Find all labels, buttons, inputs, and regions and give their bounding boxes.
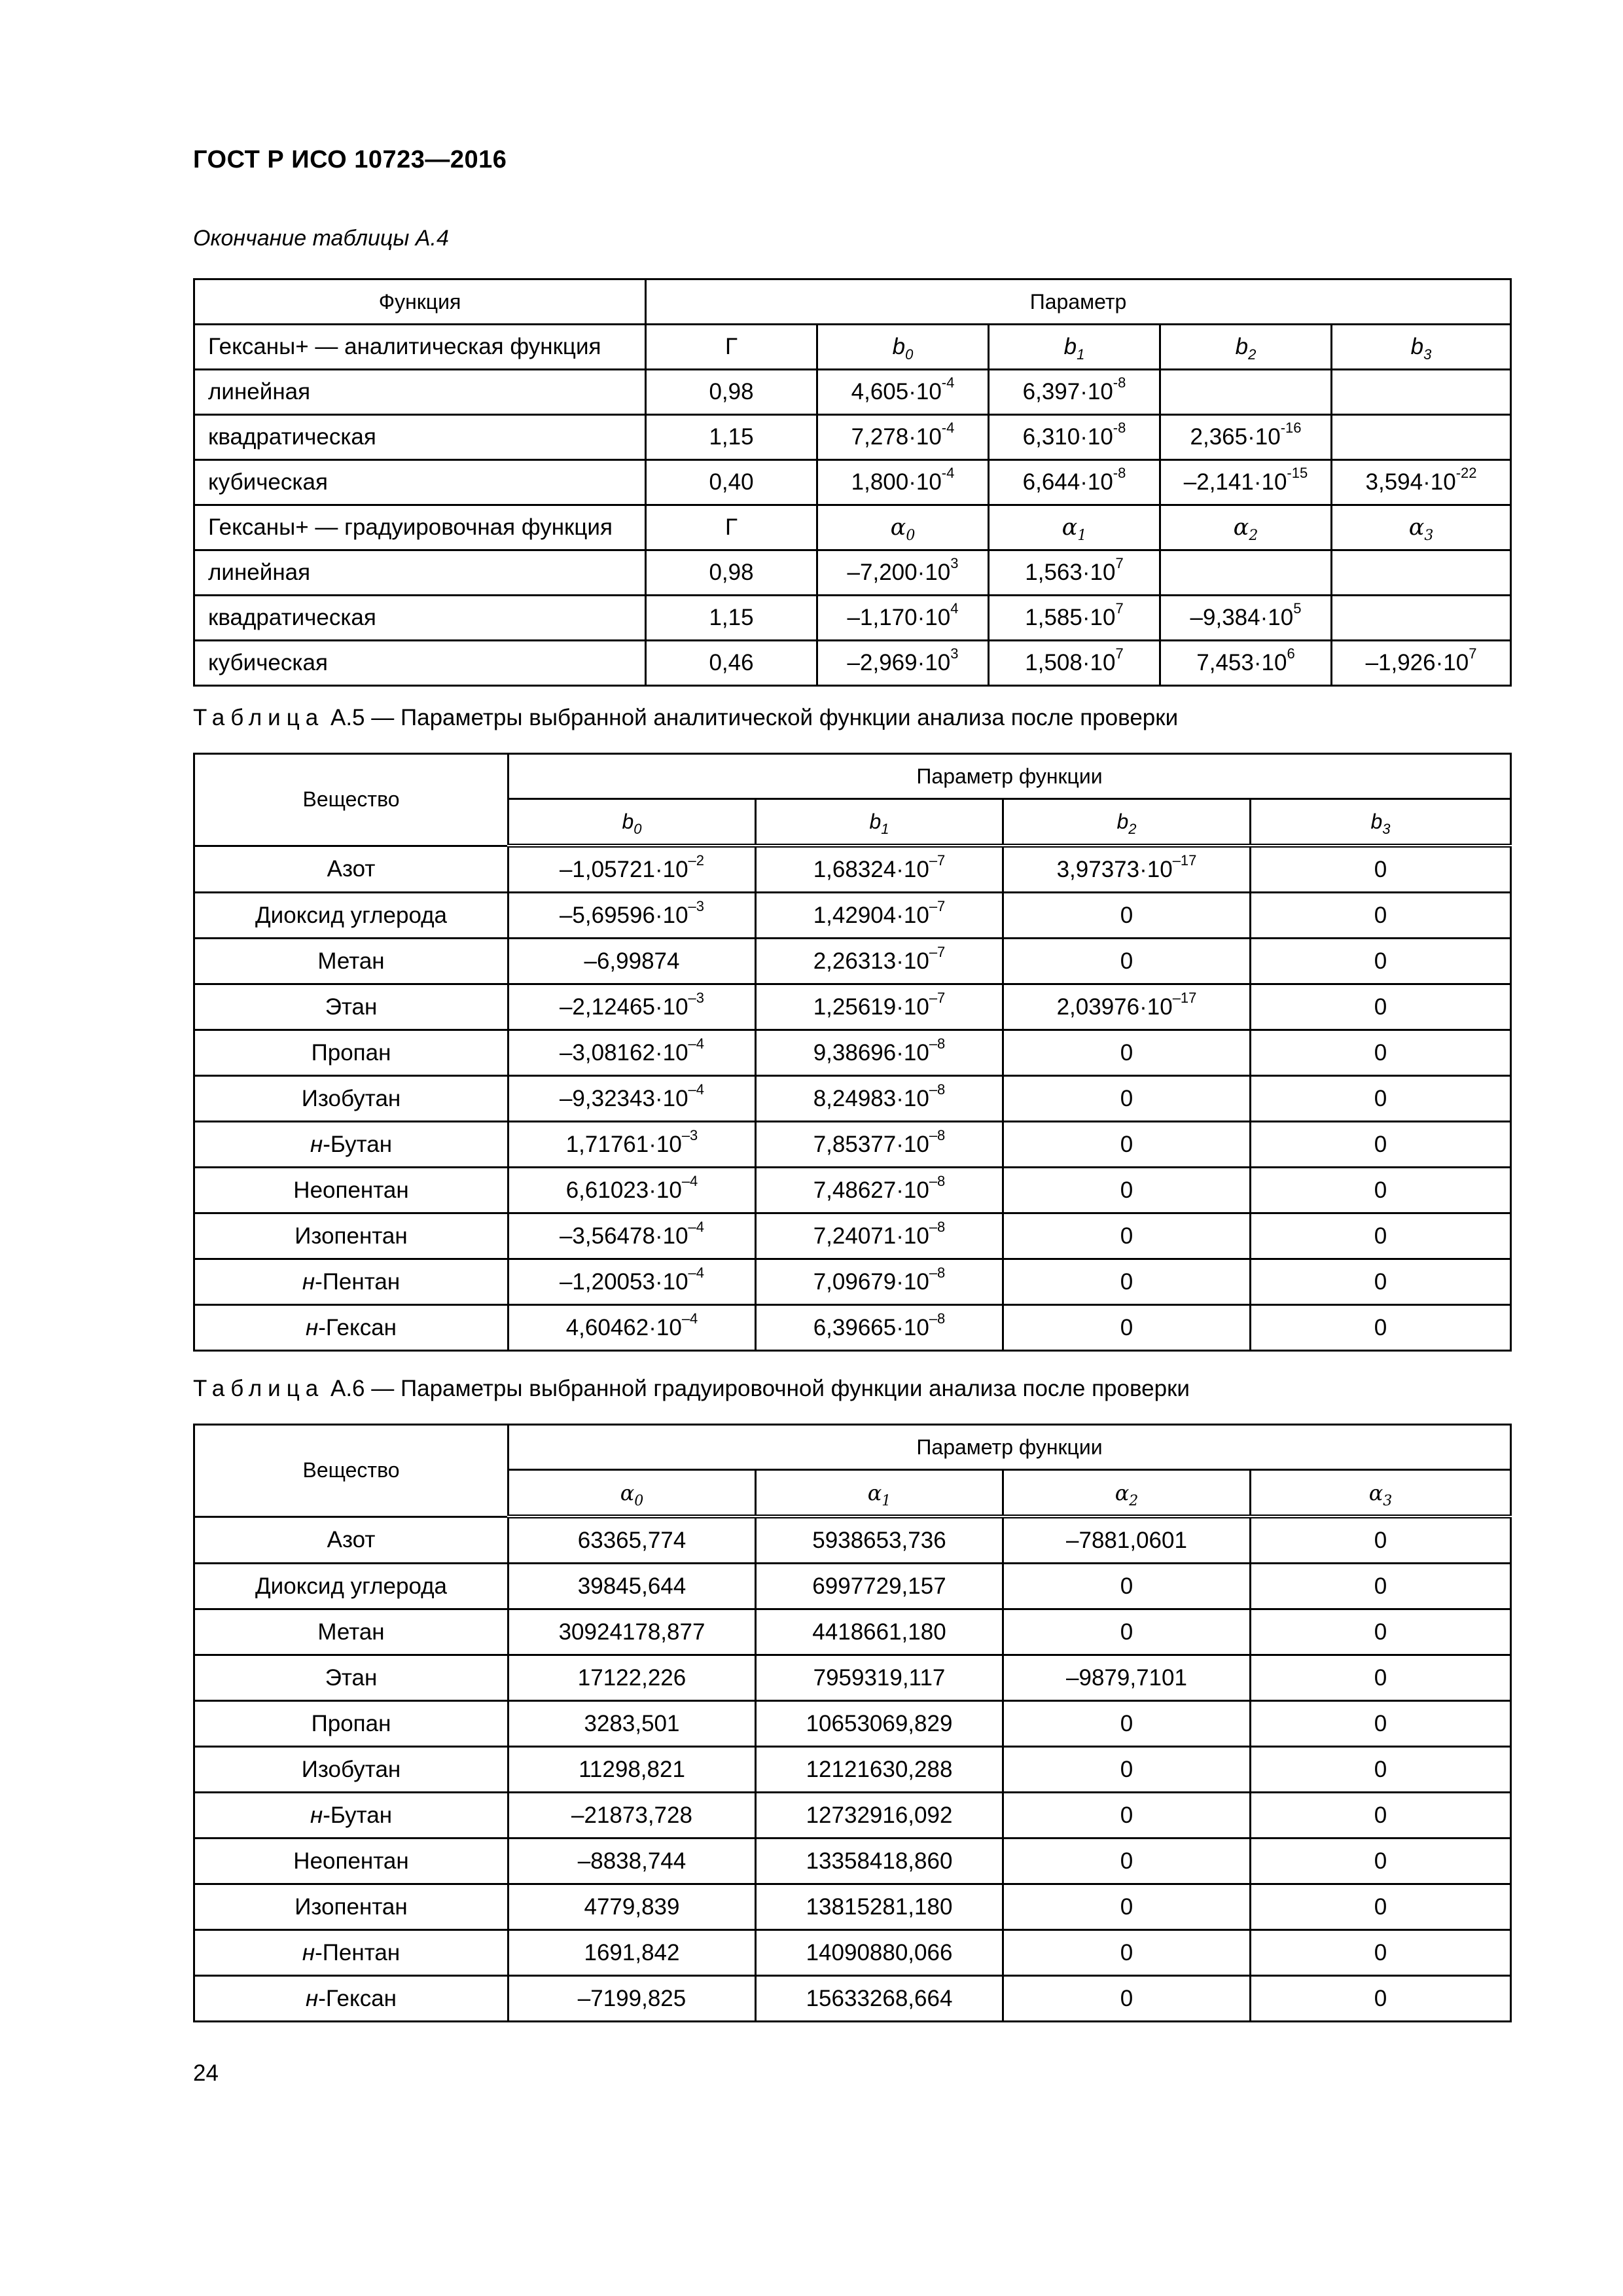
parameter-value-cell: 0 — [1251, 939, 1511, 984]
parameter-value-cell: $8,24983\cdot 10^{-8}$ — [756, 1076, 1003, 1122]
parameter-value-cell: 0 — [1251, 1030, 1511, 1076]
parameter-value-cell: 0 — [1003, 1305, 1251, 1351]
table-a6-caption-text: А.6 — Параметры выбранной градуировочной функции анализа после проверки — [330, 1376, 1190, 1401]
parameter-value-cell: $1,25619\cdot 10^{-7}$ — [756, 984, 1003, 1030]
function-name-cell: Гексаны+ — градуировочная функция — [194, 505, 646, 550]
table-row — [194, 1884, 1511, 1930]
substance-name-cell: Метан — [194, 939, 508, 984]
parameter-value-cell: 10653069,829 — [756, 1701, 1003, 1747]
parameter-symbol-cell: $\alpha_2$ — [1160, 505, 1332, 550]
table-a4-row — [194, 370, 1511, 415]
parameter-value-cell: 0 — [1003, 1122, 1251, 1168]
parameter-value-cell: 0 — [1251, 1976, 1511, 2022]
parameter-symbol-cell: $b_2$ — [1003, 799, 1251, 846]
parameter-value-cell: $-3,56478\cdot 10^{-4}$ — [508, 1213, 756, 1259]
parameter-value-cell: $6,644\cdot 10^{-8}$ — [989, 460, 1160, 505]
parameter-value-cell: 0 — [1003, 1884, 1251, 1930]
parameter-value-cell: $1,68324\cdot 10^{-7}$ — [756, 846, 1003, 893]
parameter-value-cell: $-7,200\cdot 10^3$ — [817, 550, 989, 596]
table-a4-row — [194, 415, 1511, 460]
table-a5-header-parameter: Параметр функции — [508, 754, 1511, 799]
parameter-value-cell: 0 — [1251, 893, 1511, 939]
parameter-value-cell: $1,42904\cdot 10^{-7}$ — [756, 893, 1003, 939]
table-row — [194, 1213, 1511, 1259]
table-row — [194, 1793, 1511, 1839]
substance-name-cell: Диоксид углерода — [194, 1564, 508, 1609]
parameter-value-cell: 0 — [1003, 1609, 1251, 1655]
parameter-value-cell: 0,46 — [646, 641, 817, 686]
substance-name-cell: Пропан — [194, 1030, 508, 1076]
parameter-value-cell: 0 — [1251, 1516, 1511, 1564]
parameter-value-cell: 30924178,877 — [508, 1609, 756, 1655]
substance-name-cell: н-Гексан — [194, 1305, 508, 1351]
parameter-value-cell: $6,39665\cdot 10^{-8}$ — [756, 1305, 1003, 1351]
parameter-value-cell: 13358418,860 — [756, 1839, 1003, 1884]
parameter-value-cell: $-5,69596\cdot 10^{-3}$ — [508, 893, 756, 939]
function-name-cell: квадратическая — [194, 415, 646, 460]
parameter-value-cell: $-2,12465\cdot 10^{-3}$ — [508, 984, 756, 1030]
table-a6-caption-label: Таблица — [193, 1376, 325, 1401]
parameter-value-cell: –7881,0601 — [1003, 1516, 1251, 1564]
parameter-symbol-cell: $\alpha_1$ — [756, 1470, 1003, 1517]
parameter-value-cell: 0 — [1003, 1564, 1251, 1609]
parameter-value-cell: 0 — [1251, 1168, 1511, 1213]
table-row — [194, 1030, 1511, 1076]
parameter-value-cell: $-3,08162\cdot 10^{-4}$ — [508, 1030, 756, 1076]
parameter-symbol-cell: $\alpha_0$ — [508, 1470, 756, 1517]
table-row — [194, 1168, 1511, 1213]
parameter-value-cell: $7,278\cdot 10^{-4}$ — [817, 415, 989, 460]
table-a5-caption-label: Таблица — [193, 705, 325, 730]
parameter-value-cell: 0 — [1251, 1884, 1511, 1930]
parameter-value-cell: –7199,825 — [508, 1976, 756, 2022]
parameter-value-cell: 0 — [1003, 1793, 1251, 1839]
substance-name-cell: н-Пентан — [194, 1259, 508, 1305]
table-row — [194, 1609, 1511, 1655]
table-a6-header-parameter: Параметр функции — [508, 1425, 1511, 1470]
parameter-value-cell: 0 — [1251, 1305, 1511, 1351]
parameter-value-cell: 0 — [1003, 1930, 1251, 1976]
parameter-symbol-cell: $\alpha_2$ — [1003, 1470, 1251, 1517]
table-row — [194, 1564, 1511, 1609]
table-row — [194, 1701, 1511, 1747]
parameter-value-cell — [1160, 550, 1332, 596]
substance-name-cell: Изопентан — [194, 1213, 508, 1259]
parameter-value-cell: $-1,926\cdot 10^7$ — [1332, 641, 1511, 686]
parameter-value-cell: 3283,501 — [508, 1701, 756, 1747]
parameter-value-cell: 0 — [1251, 1609, 1511, 1655]
parameter-value-cell — [1332, 370, 1511, 415]
table-a4-row — [194, 550, 1511, 596]
parameter-value-cell: 0 — [1251, 1747, 1511, 1793]
substance-name-cell: Азот — [194, 846, 508, 893]
parameter-value-cell: $1,508\cdot 10^7$ — [989, 641, 1160, 686]
parameter-value-cell: 0 — [1251, 1213, 1511, 1259]
parameter-value-cell: 0,40 — [646, 460, 817, 505]
table-a6-caption — [193, 1376, 1190, 1402]
parameter-value-cell: $7,24071\cdot 10^{-8}$ — [756, 1213, 1003, 1259]
parameter-value-cell: $-1,05721\cdot 10^{-2}$ — [508, 846, 756, 893]
parameter-value-cell: 0 — [1251, 1564, 1511, 1609]
table-a4-row — [194, 641, 1511, 686]
parameter-value-cell: 1,15 — [646, 596, 817, 641]
parameter-symbol-cell: $\alpha_3$ — [1251, 1470, 1511, 1517]
table-a5 — [193, 753, 1512, 1352]
parameter-symbol-cell: $\alpha_3$ — [1332, 505, 1511, 550]
parameter-value-cell: 0 — [1251, 984, 1511, 1030]
parameter-value-cell: –8838,744 — [508, 1839, 756, 1884]
substance-name-cell: н-Бутан — [194, 1793, 508, 1839]
parameter-value-cell: $9,38696\cdot 10^{-8}$ — [756, 1030, 1003, 1076]
parameter-value-cell: 0 — [1003, 1259, 1251, 1305]
function-name-cell: кубическая — [194, 641, 646, 686]
parameter-symbol-cell: $b_0$ — [508, 799, 756, 846]
table-row — [194, 1655, 1511, 1701]
parameter-symbol-cell: $b_1$ — [989, 325, 1160, 370]
substance-name-cell: Изопентан — [194, 1884, 508, 1930]
table-row — [194, 1305, 1511, 1351]
parameter-value-cell: 5938653,736 — [756, 1516, 1003, 1564]
substance-name-cell: н-Бутан — [194, 1122, 508, 1168]
parameter-value-cell: 0 — [1251, 1930, 1511, 1976]
parameter-symbol-cell: $b_1$ — [756, 799, 1003, 846]
parameter-value-cell: $3,594\cdot 10^{-22}$ — [1332, 460, 1511, 505]
parameter-symbol-cell: $b_2$ — [1160, 325, 1332, 370]
table-a5-caption — [193, 705, 1178, 731]
parameter-value-cell: 0 — [1251, 1655, 1511, 1701]
substance-name-cell: Этан — [194, 984, 508, 1030]
substance-name-cell: Изобутан — [194, 1076, 508, 1122]
parameter-value-cell: 11298,821 — [508, 1747, 756, 1793]
table-row — [194, 846, 1511, 893]
substance-name-cell: Этан — [194, 1655, 508, 1701]
parameter-value-cell: $2,365\cdot 10^{-16}$ — [1160, 415, 1332, 460]
parameter-value-cell: 12121630,288 — [756, 1747, 1003, 1793]
parameter-symbol-cell: $b_0$ — [817, 325, 989, 370]
parameter-value-cell: 4418661,180 — [756, 1609, 1003, 1655]
function-name-cell: линейная — [194, 550, 646, 596]
parameter-value-cell: 0,98 — [646, 370, 817, 415]
table-a5-caption-text: А.5 — Параметры выбранной аналитической функции анализа после проверки — [330, 705, 1179, 730]
table-row — [194, 1516, 1511, 1564]
parameter-value-cell: $1,800\cdot 10^{-4}$ — [817, 460, 989, 505]
table-row — [194, 984, 1511, 1030]
parameter-value-cell: $-1,20053\cdot 10^{-4}$ — [508, 1259, 756, 1305]
parameter-value-cell: 0 — [1003, 1030, 1251, 1076]
parameter-symbol-cell: $b_3$ — [1332, 325, 1511, 370]
parameter-value-cell: 0 — [1003, 1839, 1251, 1884]
parameter-value-cell: 0 — [1003, 1213, 1251, 1259]
parameter-value-cell: 0 — [1251, 1701, 1511, 1747]
table-a4-header-function: Функция — [194, 279, 646, 325]
parameter-value-cell: $-1,170\cdot 10^4$ — [817, 596, 989, 641]
parameter-value-cell: 15633268,664 — [756, 1976, 1003, 2022]
parameter-value-cell: 63365,774 — [508, 1516, 756, 1564]
table-row — [194, 1930, 1511, 1976]
substance-name-cell: Неопентан — [194, 1168, 508, 1213]
table-a4-subheader-row — [194, 505, 1511, 550]
parameter-value-cell: 0 — [1003, 1076, 1251, 1122]
function-name-cell: квадратическая — [194, 596, 646, 641]
parameter-value-cell: $-9,384\cdot 10^5$ — [1160, 596, 1332, 641]
parameter-value-cell — [1332, 415, 1511, 460]
parameter-symbol-cell: $\alpha_0$ — [817, 505, 989, 550]
table-a4-continuation-caption: Окончание таблицы А.4 — [193, 226, 449, 251]
parameter-value-cell: 0 — [1003, 1168, 1251, 1213]
parameter-value-cell: $-2,969\cdot 10^3$ — [817, 641, 989, 686]
table-a6-header-substance: Вещество — [194, 1425, 508, 1517]
table-row — [194, 1122, 1511, 1168]
table-a5-header-substance: Вещество — [194, 754, 508, 846]
parameter-value-cell: $3,97373\cdot 10^{-17}$ — [1003, 846, 1251, 893]
parameter-value-cell: $4,605\cdot 10^{-4}$ — [817, 370, 989, 415]
parameter-value-cell: 0 — [1251, 1122, 1511, 1168]
parameter-value-cell: $4,60462\cdot 10^{-4}$ — [508, 1305, 756, 1351]
parameter-value-cell: $7,09679\cdot 10^{-8}$ — [756, 1259, 1003, 1305]
parameter-value-cell: $1,563\cdot 10^7$ — [989, 550, 1160, 596]
parameter-value-cell: –9879,7101 — [1003, 1655, 1251, 1701]
function-name-cell: линейная — [194, 370, 646, 415]
substance-name-cell: н-Пентан — [194, 1930, 508, 1976]
parameter-value-cell: 12732916,092 — [756, 1793, 1003, 1839]
substance-name-cell: н-Гексан — [194, 1976, 508, 2022]
parameter-value-cell: 4779,839 — [508, 1884, 756, 1930]
table-row — [194, 1839, 1511, 1884]
table-row — [194, 1259, 1511, 1305]
parameter-value-cell: $1,71761\cdot 10^{-3}$ — [508, 1122, 756, 1168]
parameter-value-cell: $1,585\cdot 10^7$ — [989, 596, 1160, 641]
parameter-value-cell: 17122,226 — [508, 1655, 756, 1701]
table-a4-row — [194, 596, 1511, 641]
parameter-value-cell: 39845,644 — [508, 1564, 756, 1609]
parameter-value-cell: 0 — [1003, 1747, 1251, 1793]
parameter-value-cell: 0 — [1251, 1793, 1511, 1839]
parameter-value-cell: 1691,842 — [508, 1930, 756, 1976]
parameter-symbol-cell: $b_3$ — [1251, 799, 1511, 846]
substance-name-cell: Азот — [194, 1516, 508, 1564]
parameter-value-cell: 0 — [1251, 1259, 1511, 1305]
parameter-value-cell: $7,48627\cdot 10^{-8}$ — [756, 1168, 1003, 1213]
document-title: ГОСТ Р ИСО 10723—2016 — [193, 146, 507, 173]
table-a4 — [193, 278, 1512, 687]
parameter-value-cell: 0 — [1251, 1076, 1511, 1122]
parameter-value-cell: 14090880,066 — [756, 1930, 1003, 1976]
table-row — [194, 893, 1511, 939]
parameter-value-cell: $6,61023\cdot 10^{-4}$ — [508, 1168, 756, 1213]
parameter-value-cell: 1,15 — [646, 415, 817, 460]
table-a6 — [193, 1424, 1512, 2022]
parameter-value-cell: 0 — [1003, 1701, 1251, 1747]
parameter-value-cell: 6997729,157 — [756, 1564, 1003, 1609]
parameter-value-cell: 0 — [1003, 1976, 1251, 2022]
parameter-value-cell — [1332, 596, 1511, 641]
substance-name-cell: Диоксид углерода — [194, 893, 508, 939]
parameter-value-cell: 13815281,180 — [756, 1884, 1003, 1930]
parameter-value-cell: $2,03976\cdot 10^{-17}$ — [1003, 984, 1251, 1030]
table-a4-subheader-row — [194, 325, 1511, 370]
table-row — [194, 1076, 1511, 1122]
parameter-symbol-cell: Г — [646, 505, 817, 550]
parameter-value-cell: $6,397\cdot 10^{-8}$ — [989, 370, 1160, 415]
table-a4-row — [194, 460, 1511, 505]
parameter-value-cell: 0 — [1251, 846, 1511, 893]
parameter-value-cell: 0 — [1251, 1839, 1511, 1884]
function-name-cell: Гексаны+ — аналитическая функция — [194, 325, 646, 370]
parameter-value-cell: 0 — [1003, 939, 1251, 984]
parameter-value-cell: $-9,32343\cdot 10^{-4}$ — [508, 1076, 756, 1122]
parameter-value-cell: $6,310\cdot 10^{-8}$ — [989, 415, 1160, 460]
parameter-value-cell: $7,453\cdot 10^6$ — [1160, 641, 1332, 686]
parameter-symbol-cell: Г — [646, 325, 817, 370]
parameter-value-cell: –21873,728 — [508, 1793, 756, 1839]
substance-name-cell: Пропан — [194, 1701, 508, 1747]
parameter-value-cell — [1332, 550, 1511, 596]
page-number: 24 — [193, 2060, 219, 2086]
parameter-value-cell — [1160, 370, 1332, 415]
substance-name-cell: Неопентан — [194, 1839, 508, 1884]
parameter-symbol-cell: $\alpha_1$ — [989, 505, 1160, 550]
substance-name-cell: Изобутан — [194, 1747, 508, 1793]
table-row — [194, 1747, 1511, 1793]
parameter-value-cell: $2,26313\cdot 10^{-7}$ — [756, 939, 1003, 984]
parameter-value-cell: 0,98 — [646, 550, 817, 596]
parameter-value-cell: –6,99874 — [508, 939, 756, 984]
parameter-value-cell: $-2,141\cdot 10^{-15}$ — [1160, 460, 1332, 505]
parameter-value-cell: $7,85377\cdot 10^{-8}$ — [756, 1122, 1003, 1168]
parameter-value-cell: 0 — [1003, 893, 1251, 939]
table-row — [194, 939, 1511, 984]
table-row — [194, 1976, 1511, 2022]
function-name-cell: кубическая — [194, 460, 646, 505]
parameter-value-cell: 7959319,117 — [756, 1655, 1003, 1701]
table-a4-header-parameter: Параметр — [646, 279, 1511, 325]
substance-name-cell: Метан — [194, 1609, 508, 1655]
